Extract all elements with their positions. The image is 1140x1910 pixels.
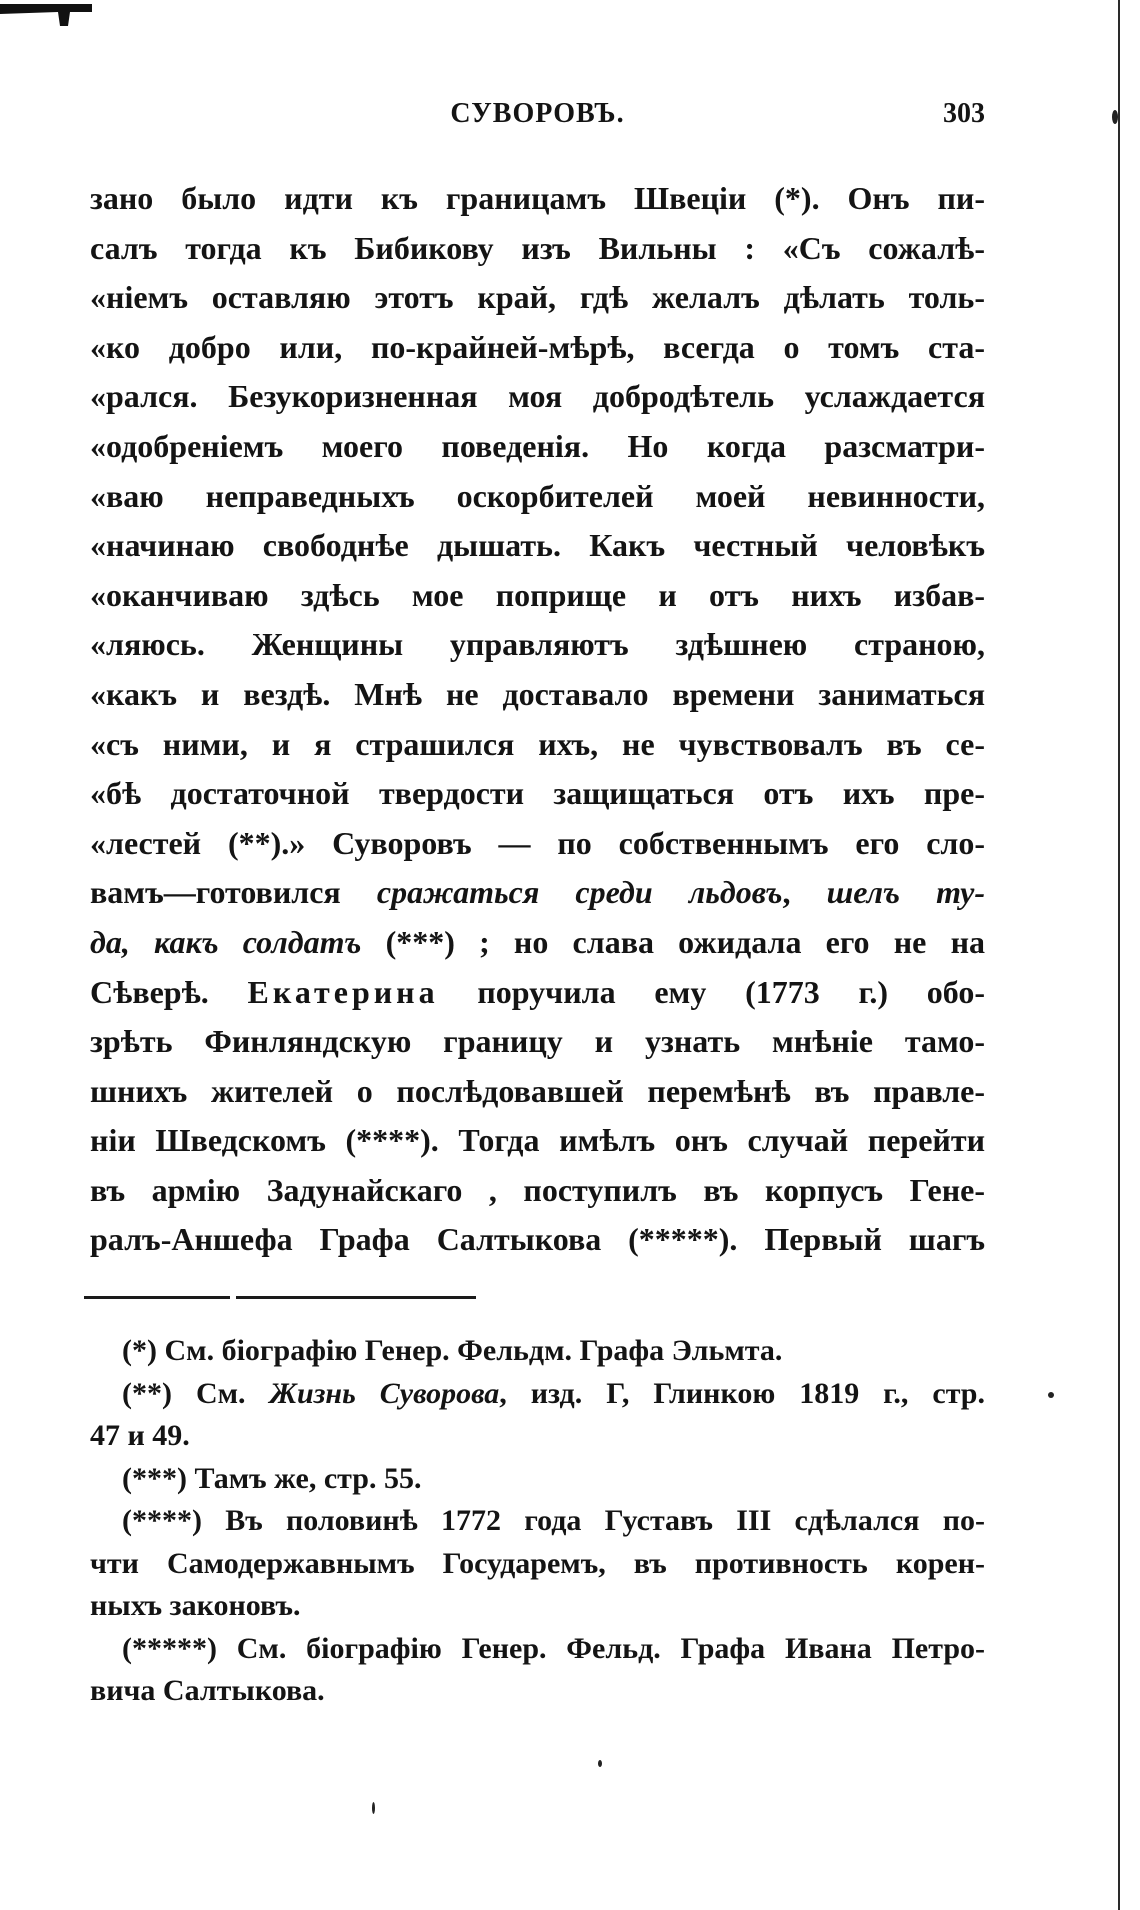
text-segment: «оканчиваю здѣсь мое поприще и отъ нихъ избав- <box>90 576 985 613</box>
text-segment: ныхъ законовъ. <box>90 1589 301 1622</box>
text-line <box>90 769 985 819</box>
footnote-line <box>90 1543 985 1586</box>
page-number: 303 <box>943 98 985 129</box>
text-segment: вича Салтыкова. <box>90 1674 325 1707</box>
text-line <box>90 372 985 422</box>
footnote-line <box>90 1628 985 1671</box>
text-line <box>90 670 985 720</box>
italic-text: шелъ ту- <box>826 874 986 911</box>
spaced-name: Екатерина <box>247 973 439 1010</box>
text-segment: салъ тогда къ Бибикову изъ Вильны : «Съ сожалѣ- <box>90 229 985 266</box>
text-segment: шнихъ жителей о послѣдовавшей перемѣнѣ въ правле- <box>90 1072 985 1109</box>
italic-text: да, какъ солдатъ <box>90 923 362 960</box>
text-segment: «бѣ достаточной твердости защищаться отъ ихъ пре- <box>90 775 985 812</box>
text-segment: «съ ними, и я страшился ихъ, не чувствовалъ въ се- <box>90 725 985 762</box>
text-segment: , <box>782 874 827 911</box>
text-line <box>90 224 985 274</box>
text-line <box>90 868 985 918</box>
scan-speck <box>1112 110 1118 124</box>
italic-text: сражаться среди льдовъ <box>376 874 783 911</box>
text-segment: ралъ-Аншефа Графа Салтыкова (*****). Первый шагъ <box>90 1221 985 1258</box>
text-segment: (*) См. біографію Генер. Фельдм. Графа Эльмта. <box>122 1334 783 1367</box>
text-segment: въ армію Задунайскаго , поступилъ въ корпусъ Гене- <box>90 1171 985 1208</box>
footnote-line <box>90 1585 985 1628</box>
text-line <box>90 819 985 869</box>
text-segment: «ко добро или, по-крайней-мѣрѣ, всегда о томъ ста- <box>90 328 985 365</box>
text-line <box>90 174 985 224</box>
text-segment: «ляюсь. Женщины управляютъ здѣшнею страною, <box>90 626 985 663</box>
scan-edge-line <box>1118 0 1120 1910</box>
text-line <box>90 273 985 323</box>
text-segment: (**) См. <box>122 1376 270 1410</box>
text-segment: 47 и 49. <box>90 1419 190 1452</box>
text-segment: «начинаю свободнѣе дышать. Какъ честный человѣкъ <box>90 527 985 564</box>
text-line <box>90 521 985 571</box>
text-line <box>90 968 985 1018</box>
text-segment: «ваю неправедныхъ оскорбителей моей невинности, <box>90 477 985 514</box>
text-line <box>90 422 985 472</box>
text-line <box>90 1166 985 1216</box>
text-segment: «одобреніемъ моего поведенія. Но когда разсматри- <box>90 427 985 464</box>
main-text <box>90 174 985 1265</box>
footnotes <box>90 1330 985 1713</box>
footnote-line <box>90 1670 985 1713</box>
running-title: СУВОРОВЪ. <box>450 98 625 129</box>
scan-corner-mark <box>0 0 92 28</box>
running-head <box>90 98 985 138</box>
text-segment: «лестей (**).» Суворовъ — по собственнымъ его сло- <box>90 824 985 861</box>
text-segment: ніи Шведскомъ (****). Тогда имѣлъ онъ случай перейти <box>90 1122 985 1159</box>
text-segment: «ніемъ оставляю этотъ край, гдѣ желалъ дѣлать толь- <box>90 279 985 316</box>
footnote-line <box>90 1373 985 1416</box>
footnote-line <box>90 1500 985 1543</box>
text-line <box>90 1017 985 1067</box>
text-segment: (***) Тамъ же, стр. 55. <box>122 1461 422 1495</box>
text-line <box>90 1116 985 1166</box>
italic-text: Жизнь Суворова <box>269 1376 500 1410</box>
text-segment: «рался. Безукоризненная моя добродѣтель услаждается <box>90 378 985 415</box>
footnote-line <box>90 1415 985 1458</box>
footnote-line <box>90 1330 985 1373</box>
text-segment: вамъ—готовился <box>90 874 377 911</box>
scan-speck <box>372 1802 375 1814</box>
text-line <box>90 720 985 770</box>
text-line <box>90 472 985 522</box>
text-segment: чти Самодержавнымъ Государемъ, въ противность корен- <box>90 1546 985 1580</box>
scan-speck <box>598 1760 602 1767</box>
footnote-rule <box>84 1296 230 1299</box>
text-line <box>90 1215 985 1265</box>
text-segment: поручила ему (1773 г.) обо- <box>438 973 986 1010</box>
text-line <box>90 1067 985 1117</box>
text-segment: (***) ; но слава ожидала его не на <box>361 923 986 960</box>
text-segment: зрѣть Финляндскую границу и узнать мнѣніе тамо- <box>90 1023 985 1060</box>
text-line <box>90 323 985 373</box>
text-segment: (****) Въ половинѣ 1772 года Густавъ III сдѣлался по- <box>122 1504 985 1537</box>
text-segment: «какъ и вездѣ. Мнѣ не доставало времени заниматься <box>90 675 985 712</box>
text-segment: зано было идти къ границамъ Швеціи (*). Онъ пи- <box>90 180 985 216</box>
text-line <box>90 571 985 621</box>
footnote-line <box>90 1458 985 1501</box>
text-segment: Сѣверѣ. <box>90 973 248 1010</box>
footnote-rule <box>236 1296 476 1299</box>
text-segment: , изд. Г, Глинкою 1819 г., стр. <box>499 1376 985 1410</box>
text-line <box>90 918 985 968</box>
text-line <box>90 620 985 670</box>
scan-speck <box>1048 1392 1054 1398</box>
text-segment: (*****) См. біографію Генер. Фельд. Графа Ивана Петро- <box>122 1631 985 1665</box>
